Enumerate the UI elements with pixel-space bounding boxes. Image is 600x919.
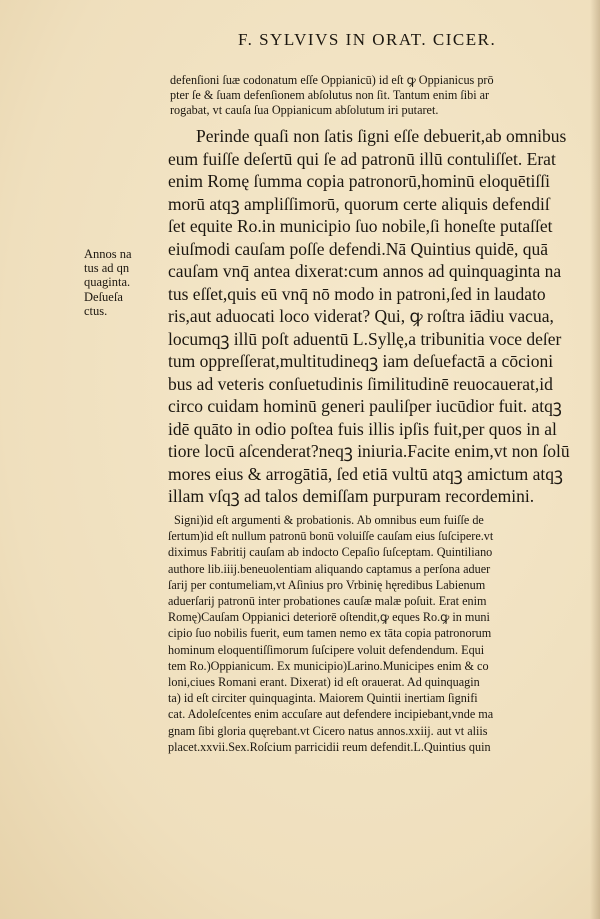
commentary-line: loni,ciues Romani erant. Dixerat) id eſt orauerat. Ad quinquagin bbox=[168, 675, 480, 690]
text-line: Perinde quaſi non ſatis ſigni eſſe debuerit,ab omnibus bbox=[196, 126, 567, 146]
page-edge-shadow bbox=[590, 0, 600, 919]
commentary-line: tem Ro.)Oppianicum. Ex municipio)Larino.Municipes enim & co bbox=[168, 658, 489, 673]
margin-note-line: Annos na bbox=[84, 247, 132, 261]
text-line: ris,aut aduocati loco viderat? Qui, ꝙ roſtra iādiu vacua, bbox=[168, 306, 554, 326]
main-text bbox=[168, 125, 588, 508]
commentary-line: Romę)Cauſam Oppianici deteriorē oſtendit,ꝙ eques Ro.ꝙ in muni bbox=[168, 610, 490, 625]
commentary-line: pter ſe & ſuam defenſionem abſolutus non ſit. Tantum enim ſibi ar bbox=[170, 88, 490, 102]
commentary-line: authore lib.iiij.beneuolentiam aliquando captamus a perſona aduer bbox=[168, 561, 491, 576]
commentary-line: diximus Fabritij cauſam ab indocto Cepaſio ſuſceptam. Quintiliano bbox=[168, 545, 493, 560]
commentary-line: defenſioni ſuæ codonatum eſſe Oppianicū) id eſt ꝙ Oppianicus prō bbox=[170, 73, 494, 87]
running-head: F. SYLVIVS IN ORAT. CICER. bbox=[238, 30, 497, 49]
commentary-top bbox=[170, 73, 590, 118]
commentary-line: rogabat, vt cauſa ſua Oppianicum abſolutum iri putaret. bbox=[170, 103, 439, 117]
commentary-line: cipio ſuo nobilis fuerit, eum tamen nemo ex tāta copia patronorum bbox=[168, 626, 492, 641]
commentary-line: Signi)id eſt argumenti & probationis. Ab omnibus eum fuiſſe de bbox=[174, 513, 484, 527]
margin-note-line: ctus. bbox=[84, 303, 108, 318]
commentary-line: placet.xxvii.Sex.Roſcium parricidii reum defendit.L.Quintius quin bbox=[168, 739, 491, 754]
commentary-line: ta) id eſt circiter quinquaginta. Maiorem Quintii inertiam ſignifi bbox=[168, 691, 478, 706]
text-line: tum oppreſſerat,multitudineqꝫ iam deſuefactā a cōcioni bbox=[168, 351, 554, 371]
text-line: enim Romę ſumma copia patronorū,hominū eloquētiſſi bbox=[168, 171, 551, 191]
text-line: tiore locū aſcenderat?neqꝫ iniuria.Facite enim,vt non ſolū bbox=[168, 441, 570, 461]
text-line: morū atqꝫ ampliſſimorū, quorum certe aliquis defendiſ bbox=[168, 193, 550, 214]
commentary-line: ſarij per contumeliam,vt Aſinius pro Vrbinię hęredibus Labienum bbox=[168, 577, 486, 592]
margin-note bbox=[84, 247, 164, 318]
commentary-line: aduerſarij patronū inter probationes cauſæ malæ poſuit. Erat enim bbox=[168, 594, 487, 609]
text-line: ſet equite Ro.in municipio ſuo nobile,ſi honeſte putaſſet bbox=[168, 216, 553, 236]
text-line: tus eſſet,quis eū vnq̄ nō modo in patroni,ſed in laudato bbox=[168, 283, 546, 304]
text-line: illam vſqꝫ ad talos demiſſam purpuram recordemini. bbox=[168, 486, 535, 506]
text-line: locumqꝫ illū poſt aduentū L.Syllę,a tribunitia voce deſer bbox=[168, 328, 562, 349]
text-line: idē quāto in odio poſtea fuis illis ipſis fuit,per quos in al bbox=[168, 418, 557, 439]
commentary-line: hominum eloquentiſſimorum ſuſcipere voluit defendendum. Equi bbox=[168, 642, 485, 657]
text-line: bus ad veteris conſuetudinis ſimilitudinē reuocauerat,id bbox=[168, 373, 553, 394]
commentary-line: ſertum)id eſt nullum patronū bonū voluiſſe cauſam eius ſuſcipere.vt bbox=[168, 529, 494, 544]
text-line: mores eius & arrogātiā, ſed etiā vultū atqꝫ amictum atqꝫ bbox=[168, 463, 563, 484]
commentary-bottom bbox=[168, 512, 588, 755]
commentary-line: cat. Adoleſcentes enim accuſare aut defendere incipiebant,vnde ma bbox=[168, 707, 494, 722]
margin-note-line: tus ad qn bbox=[84, 261, 130, 276]
commentary-line: gnam ſibi gloria quęrebant.vt Cicero natus annos.xxiij. aut vt aliis bbox=[168, 723, 488, 738]
margin-note-line: quaginta. bbox=[84, 275, 131, 290]
text-line: eum fuiſſe deſertū qui ſe ad patronū illū contuliſſet. Erat bbox=[168, 148, 556, 169]
text-line: eiuſmodi cauſam poſſe defendi.Nā Quintius quidē, quā bbox=[168, 238, 549, 259]
text-line: cauſam vnq̄ antea dixerat:cum annos ad quinquaginta na bbox=[168, 261, 562, 281]
text-line: circo cuidam hominū generi pauliſper iucūdior fuit. atqꝫ bbox=[168, 396, 562, 416]
margin-note-line: Deſueſa bbox=[84, 289, 123, 304]
